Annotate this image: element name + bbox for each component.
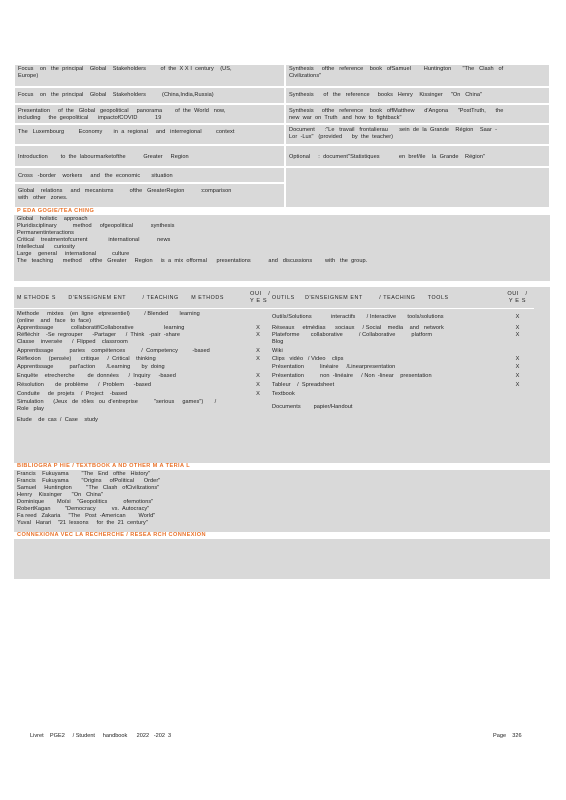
bibliography-entry: Samuel Huntington "The Clash ofCivilizations" — [17, 485, 160, 491]
method-row: Classe inversée / Flipped classroom — [17, 339, 128, 345]
bibliography-entry: RobertKagan "Democracy vs. Autocracy" — [17, 506, 150, 512]
tool-yes-mark: X — [515, 325, 520, 331]
tool-row: Présentation non -linéaire / Non -linear presentation — [272, 373, 432, 379]
bibliography-block — [14, 470, 550, 532]
bibliography-entry: Dominique Moïsi "Geopolitics ofemotions" — [17, 499, 154, 505]
tool-row: Wiki — [272, 348, 283, 354]
footer-page-number: Page 326 — [493, 733, 522, 739]
method-yes-mark: X — [256, 391, 260, 397]
objective-left: Presentation of the Global geopolitical panorama of the World now, including the geopolitical impactofCOVID 19 — [14, 104, 285, 124]
objective-left: Focus on the principal Global Stakeholders (China,India,Russia) — [14, 87, 285, 104]
objective-left: Global relations and mecanisms ofthe GreaterRegion :comparison with other zones. — [14, 183, 285, 208]
objective-left: Introduction to the labourmarketofthe Greater Region — [14, 145, 285, 167]
objective-right: Optional : document"Statistiques en bref/ile la Grande Région" — [285, 145, 550, 167]
tools-yes-header: OUI / Y E S — [501, 287, 534, 309]
tool-yes-mark — [501, 339, 534, 346]
method-row: Apprentissage paries compétences / Competency -based — [17, 348, 210, 354]
method-row: Réflexion (pensée) critique / Critical thinking — [17, 356, 156, 362]
bibliography-entry: Yuval Harari "21 lessons for the 21 century" — [17, 520, 148, 526]
method-row: Conduite de projets / Project -based — [17, 391, 128, 397]
objective-left: Focus on the principal Global Stakeholders of the X X I century (US, Europe) — [14, 64, 285, 87]
objectives-table — [14, 64, 550, 208]
bibliography-entry: Francis Fukuyama "Origins ofPolitical Order" — [17, 478, 161, 484]
method-yes-mark — [247, 339, 269, 346]
tool-row: Réseaux etmédias sociaux / Social media and network — [272, 325, 444, 331]
bibliography-heading: BIBLIOGRA P HIE / TEXTBOOK A ND OTHER M A TERIA L — [14, 463, 550, 470]
tool-row: Clips vidéo / Video clips — [272, 356, 344, 362]
methods-list — [14, 309, 247, 424]
tool-yes-mark — [501, 348, 534, 355]
pedagogy-line: Intellectual curiosity — [17, 244, 75, 250]
method-yes-mark: X — [256, 348, 260, 354]
objectives-row — [14, 104, 550, 124]
method-yes-mark: X — [256, 325, 260, 331]
method-row: Simulation (Jeux de rôles ou d'entreprise "serious games") / Role play — [17, 399, 217, 412]
tools-list — [269, 309, 501, 424]
objective-right: Document :"Le travail frontalierau sein de la Grande Région Saar - Lor -Lux" (provided by the teacher) — [285, 124, 550, 145]
method-row: Methode mixtes (en ligne etpresentiel) / Blended learning (online and face to face) — [17, 311, 200, 324]
method-row: Réfléchir -Se regrouper -Partager / Think -pair -share — [17, 332, 180, 338]
method-yes-mark — [247, 364, 269, 371]
objectives-row — [14, 145, 550, 167]
method-row: Apprentissage collaboratif/Collaborative learning — [17, 325, 185, 331]
pedagogy-line: Large general international culture — [17, 251, 130, 257]
tool-yes-mark: X — [515, 356, 520, 362]
research-block — [14, 539, 550, 579]
objectives-row — [14, 87, 550, 104]
pedagogy-block — [14, 215, 550, 281]
objectives-row — [14, 167, 550, 208]
objectives-row — [14, 124, 550, 145]
objective-left: The Luxembourg Economy in a regional and interregional context — [14, 124, 285, 145]
tool-yes-mark: X — [515, 332, 520, 338]
pedagogy-line: The teaching method ofthe Greater Region is a mix offormal presentations and discussions with the group. — [17, 258, 368, 264]
tool-row: Plateforme collaborative / Collaborative platform — [272, 332, 433, 338]
methods-tools-table — [14, 287, 550, 463]
pedagogy-heading: P EDA GOGIE/TEA CHING — [14, 208, 550, 215]
methods-yes-header: OUI / Y E S — [247, 287, 269, 309]
tool-row: Présentation linéaire /Linearpresentation — [272, 364, 396, 370]
footer-handbook-label: Livret PGE2 / Student handbook 2022 -202 3 — [30, 733, 172, 739]
objectives-row — [14, 64, 550, 87]
methods-tools-header — [14, 287, 550, 309]
method-row: Apprentissage parl'action /Learning by doing — [17, 364, 165, 370]
objective-right: Synthesis ofthe reference book offMatthew d'Angona "PostTruth, the new war on Truth and how to fightback" — [285, 104, 550, 124]
research-heading: CONNEXIONA VEC LA RECHERCHE / RESEA RCH CONNEXION — [14, 532, 550, 539]
tools-yes-column — [501, 309, 534, 424]
methods-tools-body — [14, 309, 550, 424]
pedagogy-line: Global holistic approach — [17, 216, 88, 222]
method-yes-mark: X — [256, 356, 260, 362]
page — [14, 64, 550, 579]
bibliography-entry: Fa reed Zakaria "The Post -American World" — [17, 513, 156, 519]
pedagogy-line: Pluridisciplinary method ofgeopolitical synthesis — [17, 223, 175, 229]
tool-row: Documents papier/Handout — [272, 404, 353, 410]
tool-row: Outils/Solutions interactifs / Interactive tools/solutions — [272, 314, 444, 320]
tool-row: Tableur / Spreadsheet — [272, 382, 335, 388]
method-row: Etude de cas / Case study — [17, 417, 98, 423]
objective-right-empty — [285, 167, 550, 208]
bibliography-entry: Francis Fukuyama "The End ofthe History" — [17, 471, 151, 477]
tool-yes-mark: X — [515, 364, 520, 370]
objective-right: Synthesis ofthe reference book ofSamuel Huntington "The Clash of Civilizations" — [285, 64, 550, 87]
methods-yes-column — [247, 309, 269, 424]
method-row: Enquête etrecherche de données / Inquiry -based — [17, 373, 176, 379]
tool-yes-mark: X — [515, 373, 520, 379]
teaching-tools-header: OUTILS D'ENSEIGNEM ENT / TEACHING TOOLS — [269, 287, 501, 309]
tool-row: Blog — [272, 339, 284, 345]
objective-right: Synthesis of the reference books Henry Kissinger "On China" — [285, 87, 550, 104]
method-row: Résolution de problème / Problem -based — [17, 382, 152, 388]
bibliography-entry: Henry Kissinger "On China" — [17, 492, 103, 498]
objective-left: Cross -border workers and the economic situation — [14, 167, 285, 183]
pedagogy-line: Permanentinteractions — [17, 230, 75, 236]
method-yes-mark: X — [256, 373, 260, 379]
pedagogy-line: Critical treatmentofcurrent international news — [17, 237, 171, 243]
method-yes-mark: X — [256, 332, 260, 338]
tool-yes-mark: X — [515, 382, 520, 388]
tool-yes-mark: X — [515, 314, 520, 320]
method-yes-mark: X — [256, 382, 260, 388]
tool-row: Textbook — [272, 391, 295, 397]
teaching-methods-header: M ETHODE S D'ENSEIGNEM ENT / TEACHING M ETHODS — [14, 287, 247, 309]
method-yes-mark — [247, 309, 269, 325]
